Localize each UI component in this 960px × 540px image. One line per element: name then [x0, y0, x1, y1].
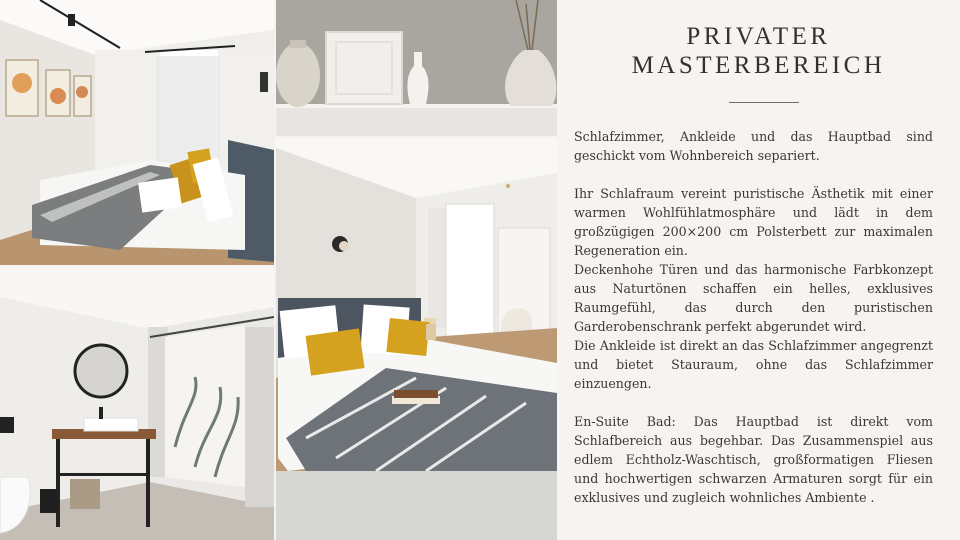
- photo-bedroom-prints: [0, 0, 274, 265]
- title-line-2: MASTERBEREICH: [631, 52, 886, 79]
- blank-grey-tile: [276, 471, 557, 540]
- paragraph-intro: Schlafzimmer, Ankleide und das Hauptbad sind geschickt vom Wohnbereich separiert.: [574, 129, 933, 163]
- paragraph-gap: [574, 165, 933, 184]
- description-text: [574, 127, 933, 507]
- photo-master-bedroom: [276, 138, 557, 471]
- title-divider: [729, 102, 799, 103]
- photo-bathroom: [0, 267, 274, 540]
- title-line-1: PRIVATER: [686, 23, 831, 50]
- paragraph-ensuite-bath: En-Suite Bad: Das Hauptbad ist direkt vom Schlafbereich aus begehbar. Das Zusammenspiel aus edlem Echtholz-Waschtisch, großformatigen Fliesen und hochwertigen schwarzen Armaturen sorgt für ein exklusives und zugleich wohnliches Ambiente .: [574, 414, 933, 505]
- page-title: [557, 22, 960, 80]
- paragraph-doors: Deckenhohe Türen und das harmonische Farbkonzept aus Naturtönen schaffen ein helles, exklusives Raumgefühl, das durch den puristischen Garderobenschrank perfekt abgerundet wird.: [574, 262, 933, 334]
- paragraph-gap: [574, 393, 933, 412]
- paragraph-bedroom: Ihr Schlafraum vereint puristische Ästhetik mit einer warmen Wohlfühlatmosphäre und lädt in dem großzügigen 200×200 cm Polsterbett zur maximalen Regeneration ein.: [574, 186, 933, 258]
- photo-decor-vases: [276, 0, 557, 136]
- text-panel: [557, 0, 960, 540]
- paragraph-dressing-room: Die Ankleide ist direkt an das Schlafzimmer angegrenzt und bietet Stauraum, ohne das Schlafzimmer einzuengen.: [574, 338, 933, 391]
